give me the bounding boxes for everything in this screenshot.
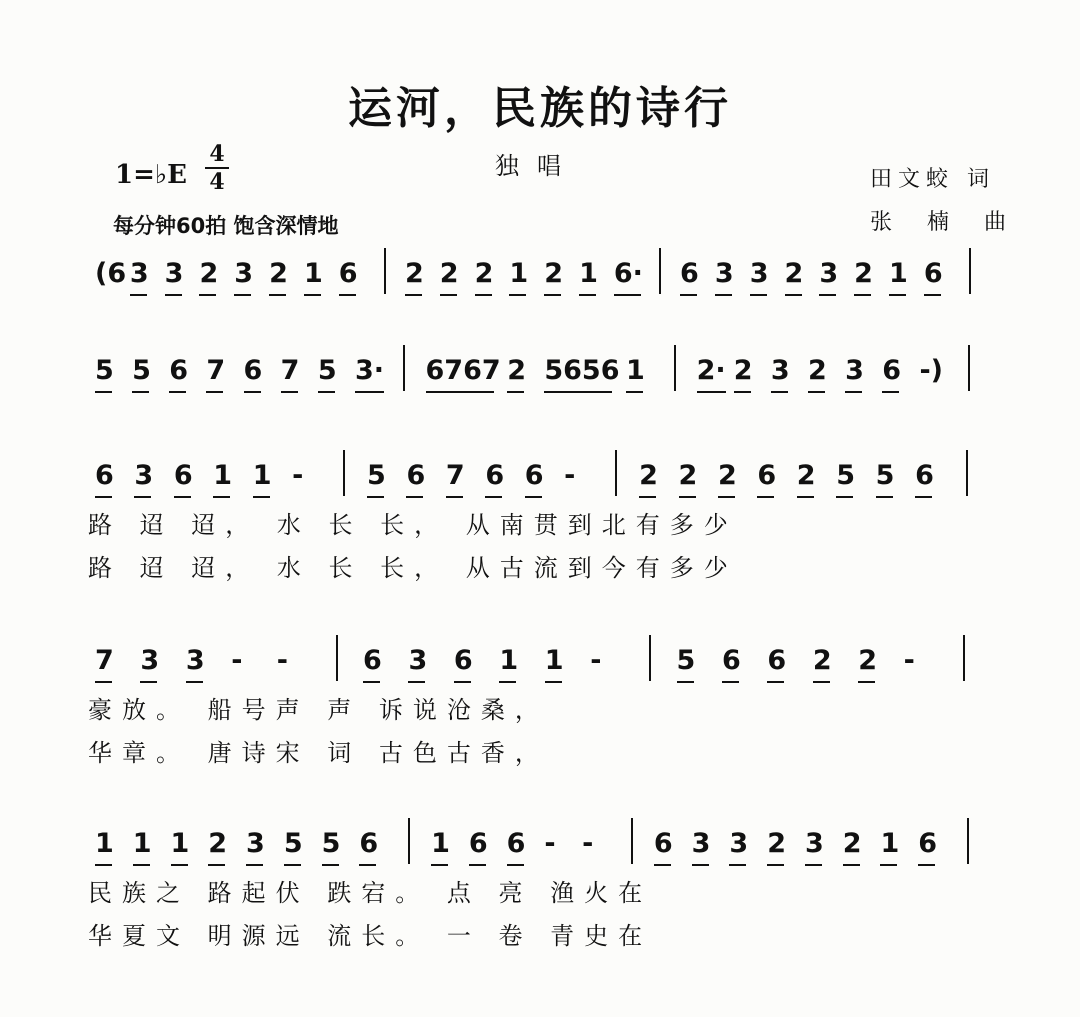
note: 5	[283, 828, 303, 859]
note: 7	[95, 645, 114, 676]
note: 6	[485, 460, 505, 491]
note: 5	[836, 460, 856, 491]
barline	[659, 248, 661, 294]
beam-line	[845, 391, 862, 393]
note: -	[231, 645, 243, 676]
lyric-line: 华章。 唐诗宋 词 古色古香，	[88, 739, 549, 767]
note: 2	[269, 258, 288, 289]
beam-line	[440, 294, 457, 296]
note: 2	[678, 460, 698, 491]
barline	[336, 635, 338, 681]
beam-line	[771, 391, 788, 393]
barline	[631, 818, 633, 864]
beam-line	[431, 864, 448, 866]
time-signature-bottom: 4	[209, 169, 225, 195]
note: 6	[453, 645, 473, 676]
note: 2	[474, 258, 494, 289]
song-title: 运河，民族的诗行	[348, 83, 732, 134]
note: 1	[303, 258, 323, 289]
note: 7	[206, 355, 226, 386]
note: 6	[468, 828, 488, 859]
note: 2	[808, 355, 827, 386]
beam-line	[174, 496, 191, 498]
lyric-line: 民族之 路起伏 跌宕。 点 亮 渔火在	[88, 879, 653, 907]
beam-line	[169, 391, 186, 393]
beam-line	[692, 864, 709, 866]
beam-line	[246, 864, 263, 866]
beam-line	[579, 294, 596, 296]
note: 5	[676, 645, 696, 676]
beam-line	[525, 496, 542, 498]
beam-line	[626, 391, 643, 393]
beam-line	[843, 864, 860, 866]
lyric-line: 路 迢 迢， 水 长 长， 从南贯到北有多少	[88, 511, 738, 539]
note: 2	[858, 645, 878, 676]
note: 3	[234, 258, 254, 289]
note: 5	[317, 355, 337, 386]
note: 6	[95, 460, 114, 491]
beam-line	[426, 391, 494, 393]
note: 3	[408, 645, 428, 676]
note: 1	[252, 460, 272, 491]
beam-line	[234, 294, 251, 296]
note: 1	[544, 645, 564, 676]
beam-line	[882, 391, 899, 393]
beam-line	[715, 294, 732, 296]
beam-line	[322, 864, 339, 866]
note: 2	[854, 258, 873, 289]
note: 3	[819, 258, 839, 289]
beam-line	[95, 496, 112, 498]
note: 1	[889, 258, 908, 289]
beam-line	[134, 496, 151, 498]
beam-line	[819, 294, 836, 296]
beam-line	[654, 864, 671, 866]
beam-line	[679, 496, 696, 498]
note: 3	[749, 258, 769, 289]
barline	[963, 635, 965, 681]
beam-line	[813, 681, 830, 683]
note: 5	[367, 460, 386, 491]
beam-line	[95, 864, 112, 866]
note: 3	[129, 258, 149, 289]
beam-line	[880, 864, 897, 866]
note: -	[292, 460, 304, 491]
beam-line	[750, 294, 767, 296]
note: 6	[338, 258, 358, 289]
note: -	[276, 645, 288, 676]
note: 6	[721, 645, 741, 676]
beam-line	[469, 864, 486, 866]
note: 1	[132, 828, 152, 859]
beam-line	[677, 681, 694, 683]
note: 3	[185, 645, 205, 676]
note: 2	[812, 645, 832, 676]
note: 3	[246, 828, 265, 859]
note: 3	[140, 645, 160, 676]
note: 6	[923, 258, 943, 289]
note: 6	[915, 460, 934, 491]
beam-line	[140, 681, 157, 683]
beam-line	[284, 864, 301, 866]
note: 2	[199, 258, 219, 289]
beam-line	[475, 294, 492, 296]
note: 6·	[613, 258, 643, 289]
beam-line	[854, 294, 871, 296]
beam-line	[680, 294, 697, 296]
beam-line	[808, 391, 825, 393]
note: 1	[880, 828, 900, 859]
beam-line	[507, 391, 524, 393]
note: 3	[691, 828, 711, 859]
beam-line	[785, 294, 802, 296]
beam-line	[544, 294, 561, 296]
note: 6	[524, 460, 544, 491]
note: 6	[406, 460, 426, 491]
beam-line	[405, 294, 422, 296]
beam-line	[408, 681, 425, 683]
key-signature	[115, 160, 187, 190]
beam-line	[95, 681, 112, 683]
barline	[674, 345, 676, 391]
beam-line	[363, 681, 380, 683]
note: (6	[95, 258, 127, 289]
note: 7	[280, 355, 300, 386]
lyricist-credit: 田文蛟 词	[870, 167, 995, 192]
beam-line	[889, 294, 906, 296]
performance-style: 独唱	[495, 152, 579, 180]
note: 6	[173, 460, 193, 491]
beam-line	[876, 496, 893, 498]
barline	[384, 248, 386, 294]
beam-line	[805, 864, 822, 866]
beam-line	[130, 294, 147, 296]
note: 2·	[696, 355, 726, 386]
barline	[967, 818, 969, 864]
beam-line	[507, 864, 524, 866]
note: 2	[507, 355, 527, 386]
beam-line	[697, 391, 726, 393]
note: 1	[95, 828, 114, 859]
beam-line	[454, 681, 471, 683]
note: 3	[714, 258, 734, 289]
barline	[408, 818, 410, 864]
note: 2	[439, 258, 459, 289]
note: 1	[213, 460, 233, 491]
note: 6	[653, 828, 673, 859]
beam-line	[915, 496, 932, 498]
note: 2	[404, 258, 424, 289]
beam-line	[924, 294, 941, 296]
note: 6	[169, 355, 189, 386]
note: 6	[882, 355, 902, 386]
note: 6	[918, 828, 938, 859]
note: 5	[321, 828, 341, 859]
note: 3	[804, 828, 824, 859]
note: -)	[919, 355, 943, 386]
note: -	[582, 828, 594, 859]
barline	[968, 345, 970, 391]
beam-line	[767, 864, 784, 866]
beam-line	[729, 864, 746, 866]
beam-line	[545, 681, 562, 683]
beam-line	[858, 681, 875, 683]
beam-line	[171, 864, 188, 866]
beam-line	[918, 864, 935, 866]
beam-line	[133, 864, 150, 866]
composer-credit: 张 楠 曲	[870, 210, 1020, 235]
lyric-line: 路 迢 迢， 水 长 长， 从古流到今有多少	[88, 554, 738, 582]
barline	[343, 450, 345, 496]
music-system	[0, 645, 1080, 795]
beam-line	[509, 294, 526, 296]
barline	[969, 248, 971, 294]
time-signature-top: 4	[209, 141, 225, 167]
beam-line	[339, 294, 356, 296]
beam-line	[544, 391, 612, 393]
beam-line	[244, 391, 261, 393]
note: 3	[134, 460, 154, 491]
tempo-marking: 每分钟60拍 饱含深情地	[113, 214, 339, 238]
music-system	[0, 828, 1080, 978]
note: 2	[733, 355, 753, 386]
beam-line	[446, 496, 463, 498]
note: 1	[499, 645, 519, 676]
note: 5656	[544, 355, 620, 386]
note: 1	[579, 258, 598, 289]
note: 3	[164, 258, 184, 289]
barline	[615, 450, 617, 496]
beam-line	[367, 496, 384, 498]
note: 6	[363, 645, 382, 676]
note: 2	[842, 828, 862, 859]
beam-line	[304, 294, 321, 296]
note: 6	[767, 645, 787, 676]
beam-line	[253, 496, 270, 498]
note: 6	[757, 460, 777, 491]
beam-line	[722, 681, 739, 683]
note: 6	[680, 258, 699, 289]
note: 3	[845, 355, 864, 386]
note: 2	[784, 258, 804, 289]
beam-line	[639, 496, 656, 498]
note: -	[544, 828, 556, 859]
beam-line	[165, 294, 182, 296]
beam-line	[95, 391, 112, 393]
barline	[966, 450, 968, 496]
beam-line	[132, 391, 149, 393]
note: 1	[431, 828, 450, 859]
note: 5	[95, 355, 114, 386]
note: 6	[243, 355, 263, 386]
note: 6767	[425, 355, 501, 386]
beam-line	[757, 496, 774, 498]
note: 5	[875, 460, 895, 491]
beam-line	[281, 391, 298, 393]
barline	[649, 635, 651, 681]
note: 3·	[354, 355, 384, 386]
note: 5	[132, 355, 151, 386]
barline	[403, 345, 405, 391]
note: 2	[639, 460, 658, 491]
note: 6	[359, 828, 379, 859]
note: -	[903, 645, 915, 676]
beam-line	[499, 681, 516, 683]
beam-line	[206, 391, 223, 393]
beam-line	[734, 391, 751, 393]
note: 2	[717, 460, 737, 491]
note: 2	[767, 828, 786, 859]
beam-line	[213, 496, 230, 498]
beam-line	[797, 496, 814, 498]
key-label: 1=♭E	[115, 160, 187, 190]
note: 2	[208, 828, 228, 859]
beam-line	[836, 496, 853, 498]
beam-line	[208, 864, 225, 866]
note: 1	[170, 828, 190, 859]
beam-line	[318, 391, 335, 393]
beam-line	[767, 681, 784, 683]
note: 2	[796, 460, 816, 491]
time-signature	[205, 142, 229, 194]
note: -	[564, 460, 576, 491]
beam-line	[186, 681, 203, 683]
note: 1	[509, 258, 529, 289]
beam-line	[199, 294, 216, 296]
note: 2	[544, 258, 564, 289]
beam-line	[269, 294, 286, 296]
note: 1	[626, 355, 645, 386]
beam-line	[485, 496, 502, 498]
beam-line	[359, 864, 376, 866]
beam-line	[355, 391, 384, 393]
lyric-line: 华夏文 明源远 流长。 一 卷 青史在	[88, 922, 653, 950]
beam-line	[718, 496, 735, 498]
lyric-line: 豪放。 船号声 声 诉说沧桑，	[88, 696, 549, 724]
note: 7	[445, 460, 465, 491]
note: -	[590, 645, 602, 676]
beam-line	[406, 496, 423, 498]
note: 3	[729, 828, 749, 859]
beam-line	[614, 294, 641, 296]
note: 6	[506, 828, 526, 859]
music-system	[0, 460, 1080, 610]
note: 3	[770, 355, 790, 386]
